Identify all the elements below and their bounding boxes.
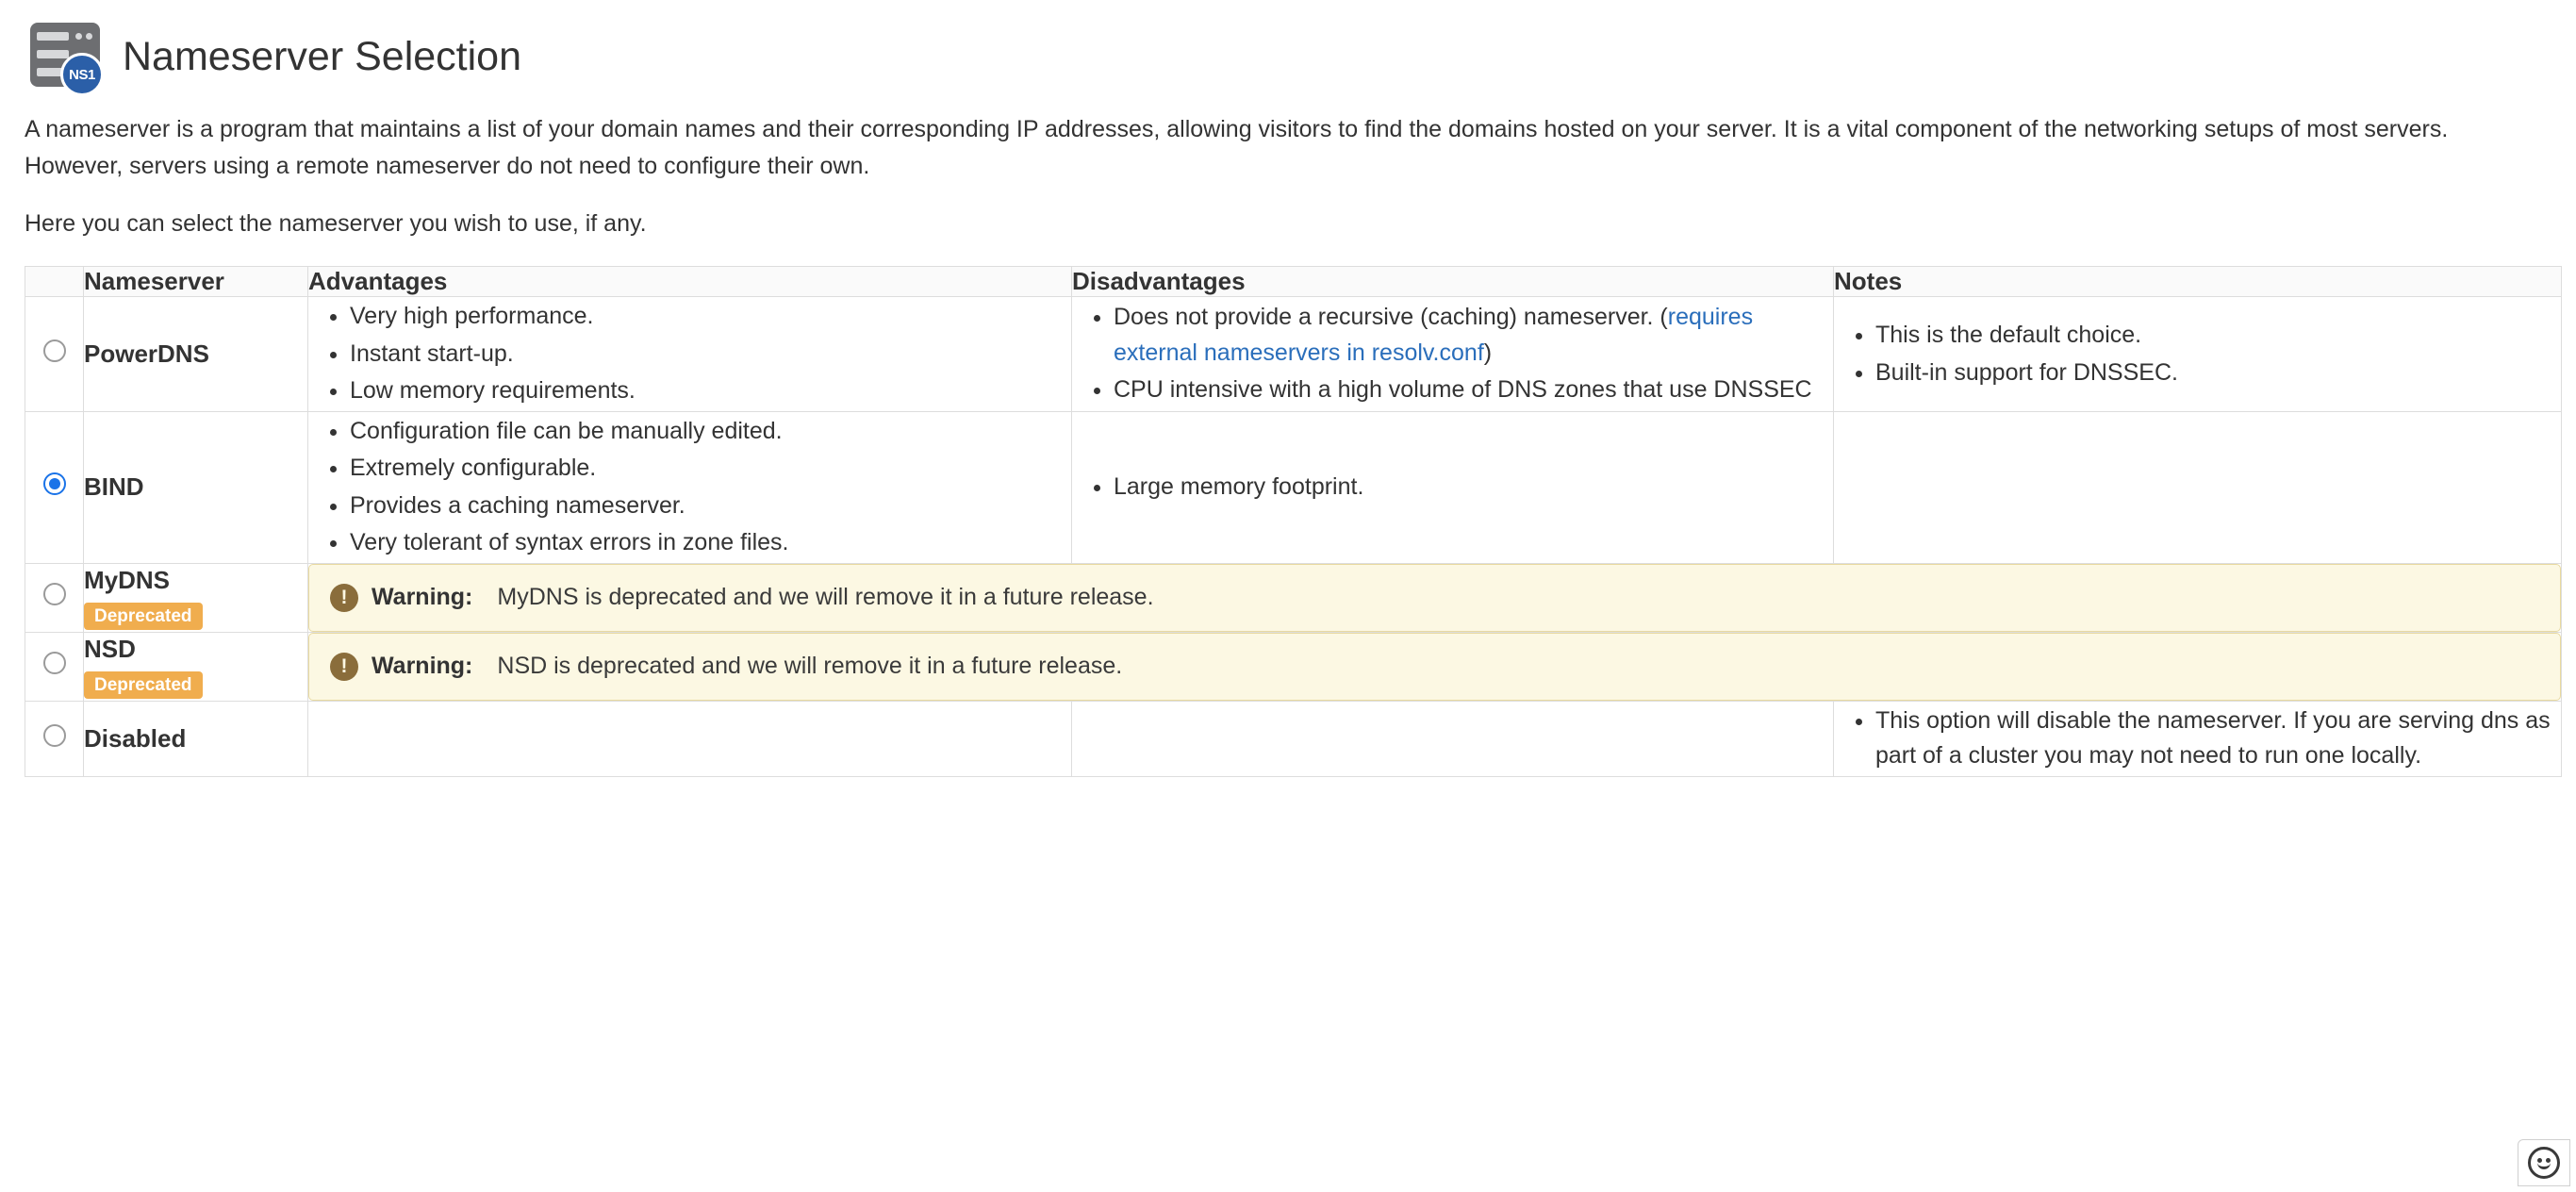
row-name-disabled: Disabled (84, 701, 308, 776)
table-header-row (25, 267, 2562, 297)
table-row (25, 563, 2562, 632)
radio-cell-nsd[interactable] (25, 632, 84, 701)
warning-box (308, 564, 2561, 632)
intro-paragraph-1: A nameserver is a program that maintains a list of your domain names and their corresponding IP addresses, allowing visitors to find the domains hosted on your server. It is a vital component of the networking setups of most servers. However, servers using a remote nameserver do not need to configure their own. (25, 116, 2449, 179)
disadvantages-disabled (1072, 701, 1834, 776)
column-header-notes: Notes (1834, 267, 2562, 297)
status-badge: Deprecated (84, 671, 203, 699)
radio-nsd[interactable] (43, 652, 66, 674)
column-header-disadvantages: Disadvantages (1072, 267, 1834, 297)
disadvantages-bind (1072, 411, 1834, 563)
row-name-bind: BIND (84, 411, 308, 563)
list-item: • Configuration file can be manually edited. (350, 414, 1071, 450)
disadvantages-powerdns (1072, 297, 1834, 412)
warning-label: Warning: (372, 584, 473, 611)
warning-icon: ! (330, 584, 358, 612)
disadvantage-text-post: ) (1483, 339, 1493, 366)
status-badge: Deprecated (84, 603, 203, 630)
radio-cell-mydns[interactable] (25, 563, 84, 632)
radio-cell-powerdns[interactable] (25, 297, 84, 412)
row-name-mydns (84, 563, 308, 632)
list-item: • CPU intensive with a high volume of DNS zones that use DNSSEC (1114, 372, 1833, 408)
chat-face-icon[interactable] (2528, 1147, 2560, 1179)
chat-widget[interactable] (2518, 1139, 2570, 1186)
warning-text: NSD is deprecated and we will remove it in a future release. (497, 653, 1123, 680)
list-item: • Instant start-up. (350, 337, 1071, 372)
table-row (25, 632, 2562, 701)
radio-disabled[interactable] (43, 724, 66, 747)
resolv-conf-link[interactable]: requires external nameservers in resolv.conf (1114, 304, 1754, 366)
advantages-disabled (308, 701, 1072, 776)
list-item: • Very high performance. (350, 299, 1071, 335)
column-header-nameserver: Nameserver (84, 267, 308, 297)
column-header-select (25, 267, 84, 297)
list-item (1114, 300, 1833, 371)
table-row (25, 411, 2562, 563)
table-row (25, 297, 2562, 412)
list-item: • Built-in support for DNSSEC. (1875, 356, 2561, 391)
table-row (25, 701, 2562, 776)
list-item: • This option will disable the nameserver. If you are serving dns as part of a cluster you may not need to run one locally. (1875, 704, 2561, 774)
warning-text: MyDNS is deprecated and we will remove it in a future release. (497, 584, 1154, 611)
ns-badge-label: NS1 (60, 53, 104, 96)
warning-box (308, 633, 2561, 701)
row-name-label: NSD (84, 634, 136, 663)
nameserver-table (25, 266, 2562, 777)
notes-powerdns (1834, 297, 2562, 412)
warning-label: Warning: (372, 653, 473, 680)
warning-icon: ! (330, 653, 358, 681)
list-item: • Very tolerant of syntax errors in zone files. (350, 525, 1071, 561)
list-item: • Large memory footprint. (1114, 470, 1833, 505)
intro-paragraph-2: Here you can select the nameserver you wish to use, if any. (25, 209, 647, 237)
list-item: • This is the default choice. (1875, 318, 2561, 354)
radio-cell-disabled[interactable] (25, 701, 84, 776)
advantages-powerdns (308, 297, 1072, 412)
notes-disabled (1834, 701, 2562, 776)
row-name-label: MyDNS (84, 565, 171, 594)
notes-bind (1834, 411, 2562, 563)
radio-bind[interactable] (43, 472, 66, 495)
radio-powerdns[interactable] (43, 339, 66, 362)
column-header-advantages: Advantages (308, 267, 1072, 297)
radio-mydns[interactable] (43, 583, 66, 605)
list-item: • Extremely configurable. (350, 451, 1071, 487)
warning-cell-mydns (308, 563, 2562, 632)
server-ns-icon (25, 17, 106, 98)
list-item: • Provides a caching nameserver. (350, 488, 1071, 524)
page-title: Nameserver Selection (123, 34, 522, 80)
warning-cell-nsd (308, 632, 2562, 701)
row-name-powerdns: PowerDNS (84, 297, 308, 412)
list-item: • Low memory requirements. (350, 373, 1071, 409)
row-name-nsd (84, 632, 308, 701)
page-header (25, 17, 2551, 98)
advantages-bind (308, 411, 1072, 563)
disadvantage-text-pre: Does not provide a recursive (caching) nameserver. ( (1114, 304, 1668, 331)
radio-cell-bind[interactable] (25, 411, 84, 563)
